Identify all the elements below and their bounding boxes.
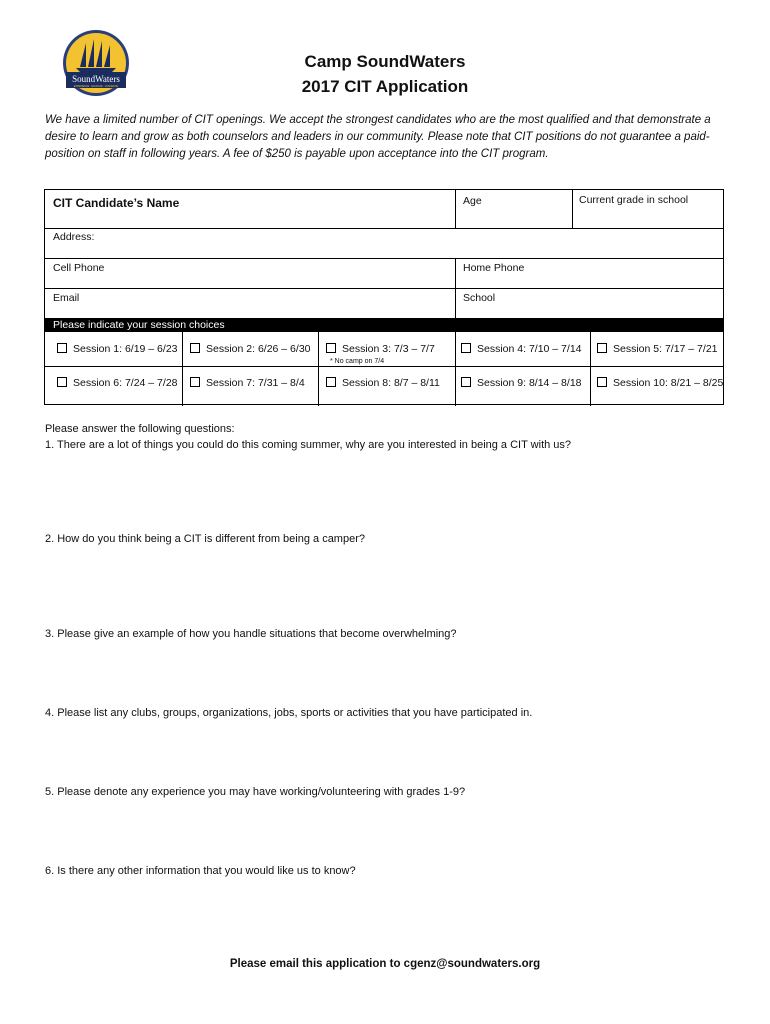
email-field[interactable]: Email: [53, 292, 80, 304]
home-phone-field[interactable]: Home Phone: [463, 262, 525, 274]
cell-phone-field[interactable]: Cell Phone: [53, 262, 105, 274]
session-1-checkbox[interactable]: Session 1: 6/19 – 6/23: [57, 343, 178, 355]
session-3-checkbox[interactable]: Session 3: 7/3 – 7/7: [326, 343, 435, 355]
question-4: 4. Please list any clubs, groups, organizations, jobs, sports or activities that you have participated in.: [45, 707, 533, 719]
grade-field[interactable]: Current grade in school: [579, 194, 689, 206]
question-2: 2. How do you think being a CIT is different from being a camper?: [45, 533, 365, 545]
svg-text:EXPERIENCE · EDUCATE · CONSERV: EXPERIENCE · EDUCATE · CONSERVE: [73, 85, 119, 88]
address-field[interactable]: Address:: [53, 231, 95, 243]
session-9-checkbox[interactable]: Session 9: 8/14 – 8/18: [461, 377, 582, 389]
session-6-checkbox[interactable]: Session 6: 7/24 – 7/28: [57, 377, 178, 389]
question-3: 3. Please give an example of how you handle situations that become overwhelming?: [45, 628, 457, 640]
question-6: 6. Is there any other information that you would like us to know?: [45, 865, 356, 877]
page-subtitle: 2017 CIT Application: [301, 77, 469, 96]
session-8-checkbox[interactable]: Session 8: 8/7 – 8/11: [326, 377, 440, 389]
session-choices-header: Please indicate your session choices: [45, 318, 723, 332]
age-field[interactable]: Age: [463, 195, 482, 207]
session-2-checkbox[interactable]: Session 2: 6/26 – 6/30: [190, 343, 311, 355]
svg-text:SoundWaters: SoundWaters: [72, 74, 120, 84]
application-form: [44, 189, 724, 405]
question-1: 1. There are a lot of things you could do this coming summer, why are you interested in being a CIT with us?: [45, 439, 572, 451]
session-4-checkbox[interactable]: Session 4: 7/10 – 7/14: [461, 343, 582, 355]
session-3-note: * No camp on 7/4: [330, 358, 385, 365]
session-5-checkbox[interactable]: Session 5: 7/17 – 7/21: [597, 343, 718, 355]
name-field[interactable]: CIT Candidate’s Name: [53, 196, 180, 210]
intro-text: We have a limited number of CIT openings. We accept the strongest candidates who are the most qualified and that demonstrate a desire to learn and grow as both counselors and leaders in our community. Please note that CIT positions do not guarantee a paid-position on staff in following years. A fee of $250 is payable upon acceptance into the CIT program.: [45, 114, 711, 160]
session-10-checkbox[interactable]: Session 10: 8/21 – 8/25: [597, 377, 723, 389]
footer-email-instruction: Please email this application to cgenz@soundwaters.org: [229, 958, 541, 970]
question-5: 5. Please denote any experience you may have working/volunteering with grades 1-9?: [45, 786, 466, 798]
session-7-checkbox[interactable]: Session 7: 7/31 – 8/4: [190, 377, 305, 389]
page-title: Camp SoundWaters: [304, 52, 466, 71]
questions-intro: Please answer the following questions:: [45, 423, 235, 435]
school-field[interactable]: School: [463, 292, 496, 304]
